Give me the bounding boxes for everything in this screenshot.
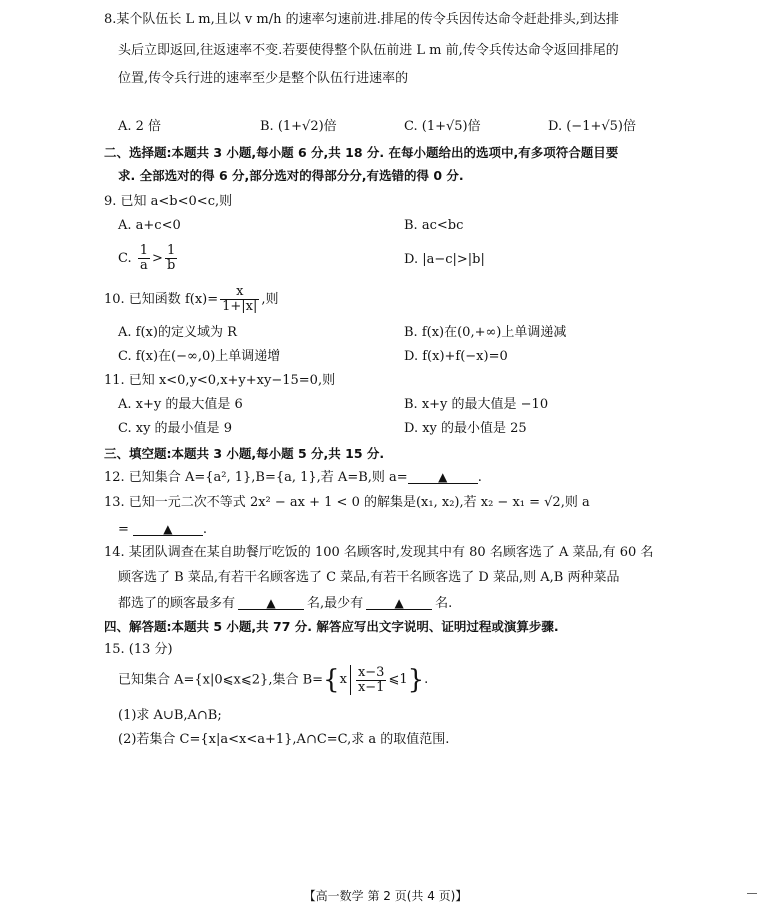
q14-line3 (118, 594, 452, 613)
q9-option-b: B. ac<bc (404, 218, 464, 233)
q9-option-a: A. a+c<0 (118, 218, 181, 233)
q14-line2: 顾客选了 B 菜品,有若干名顾客选了 C 菜品,有若干名顾客选了 D 菜品,则 A,B 两种菜品 (118, 570, 620, 585)
q10-option-b: B. f(x)在(0,+∞)上单调递减 (404, 325, 567, 340)
section2-heading-line2: 求. 全部选对的得 6 分,部分选对的得部分分,有选错的得 0 分. (118, 168, 464, 183)
q15-set-fraction (356, 666, 387, 695)
q11-option-b: B. x+y 的最大值是 −10 (404, 397, 549, 412)
q9-option-c-prefix: C. (118, 251, 132, 266)
q12-text: 12. 已知集合 A={a², 1},B={a, 1},若 A=B,则 a= (104, 470, 408, 485)
q12-answer-blank (408, 468, 478, 484)
section3-heading: 三、填空题:本题共 3 小题,每小题 5 分,共 15 分. (104, 446, 385, 461)
q10-stem (104, 285, 279, 317)
q10-stem-suffix: ,则 (261, 292, 279, 307)
q12-end: . (477, 470, 482, 485)
left-brace: { (323, 665, 340, 695)
q8-option-d: D. (−1+√5)倍 (548, 119, 636, 134)
triangle-marker-icon: ▲ (163, 522, 173, 536)
q15-set-relation: ⩽1 (388, 672, 408, 687)
q15-set-variable: x (339, 672, 347, 687)
q15-given-end: . (424, 672, 429, 687)
triangle-marker-icon: ▲ (438, 470, 448, 484)
q10-option-c: C. f(x)在(−∞,0)上单调递增 (118, 349, 281, 364)
q14-answer-blank-1 (238, 594, 304, 610)
q9-option-d: D. |a−c|>|b| (404, 252, 485, 267)
q15-part1: (1)求 A∪B,A∩B; (118, 708, 222, 723)
q14-line1: 14. 某团队调查在某自助餐厅吃饭的 100 名顾客时,发现其中有 80 名顾客选了 A 菜品,有 60 名 (104, 545, 654, 560)
q14-line3-end: 名. (435, 596, 453, 611)
corner-mark (747, 893, 757, 894)
q9-option-c (118, 244, 179, 276)
fraction-numerator: x (220, 285, 259, 300)
section2-heading-line1: 二、选择题:本题共 3 小题,每小题 6 分,共 18 分. 在每小题给出的选项中,有多项符合题目要 (104, 145, 619, 160)
set-divider (350, 665, 351, 695)
q11-option-c: C. xy 的最小值是 9 (118, 421, 232, 436)
q11-stem: 11. 已知 x<0,y<0,x+y+xy−15=0,则 (104, 373, 336, 388)
q13-end: . (202, 522, 208, 537)
fraction-denominator: 1+|x| (222, 299, 258, 314)
q9-option-c-fraction-2 (165, 244, 177, 273)
q9-option-c-operator: > (152, 251, 163, 266)
q8-option-c: C. (1+√5)倍 (404, 119, 481, 134)
q8-line2: 头后立即返回,往返速率不变.若要使得整个队伍前进 L m 前,传令兵传达命令返回排尾的 (118, 43, 619, 58)
q10-option-a: A. f(x)的定义域为 R (118, 325, 237, 340)
triangle-marker-icon: ▲ (266, 596, 276, 610)
fraction-numerator: 1 (165, 244, 177, 259)
q8-line3: 位置,传令兵行进的速率至少是整个队伍行进速率的 (118, 71, 409, 86)
q11-option-a: A. x+y 的最大值是 6 (118, 397, 243, 412)
q13-answer-blank (133, 520, 203, 536)
q14-answer-blank-2 (366, 594, 432, 610)
q8-option-a: A. 2 倍 (118, 119, 162, 134)
q13-line2 (118, 520, 207, 539)
q14-line3-mid: 名,最少有 (307, 596, 364, 611)
q15-header: 15. (13 分) (104, 642, 173, 657)
fraction-denominator: x−1 (357, 679, 385, 695)
q10-stem-prefix: 10. 已知函数 f(x)= (104, 292, 219, 307)
q8-line1: 8.某个队伍长 L m,且以 v m/h 的速率匀速前进.排尾的传令兵因传达命令赶赴排头,到达排 (104, 12, 619, 27)
fraction-numerator: x−3 (357, 664, 385, 680)
page-footer: 【高一数学 第 2 页(共 4 页)】 (303, 889, 468, 903)
section4-heading: 四、解答题:本题共 5 小题,共 77 分. 解答应写出文字说明、证明过程或演算步骤. (104, 619, 559, 634)
q15-given-prefix: 已知集合 A={x|0⩽x⩽2},集合 B= (118, 672, 324, 688)
q8-option-b: B. (1+√2)倍 (260, 119, 337, 134)
fraction-numerator: 1 (139, 243, 149, 258)
triangle-marker-icon: ▲ (394, 596, 404, 610)
q10-function-fraction (220, 285, 259, 314)
fraction-denominator: a (140, 258, 148, 273)
q11-option-d: D. xy 的最小值是 25 (404, 421, 527, 436)
q9-stem: 9. 已知 a<b<0<c,则 (104, 194, 233, 209)
q14-line3-prefix: 都选了的顾客最多有 (118, 596, 236, 611)
right-brace: } (407, 665, 425, 695)
q15-given (118, 665, 428, 701)
q13-line2-prefix: = (118, 522, 129, 537)
q12-line (104, 468, 482, 487)
q15-part2: (2)若集合 C={x|a<x<a+1},A∩C=C,求 a 的取值范围. (118, 732, 450, 747)
q13-line1: 13. 已知一元二次不等式 2x² − ax + 1 < 0 的解集是(x₁, x₂),若 x₂ − x₁ = √2,则 a (104, 495, 590, 510)
fraction-denominator: b (166, 258, 176, 273)
q10-option-d: D. f(x)+f(−x)=0 (404, 349, 508, 364)
q9-option-c-fraction-1 (138, 244, 150, 273)
